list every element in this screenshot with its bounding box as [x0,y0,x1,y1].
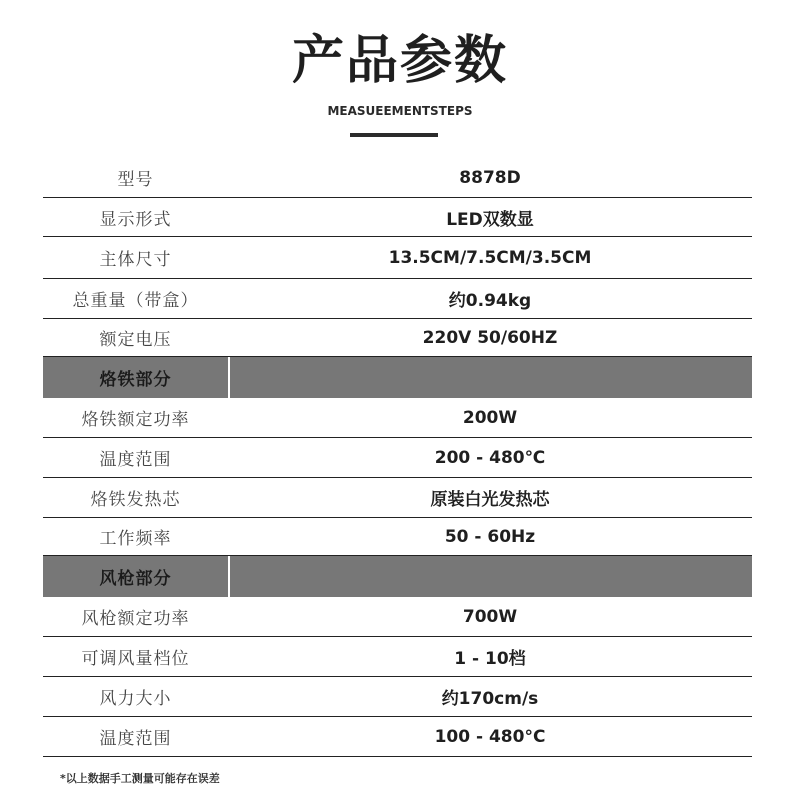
page-subtitle: MEASUEEMENTSTEPS [327,104,473,118]
spec-label: 烙铁发热芯 [90,490,181,510]
spec-value: 200 - 480℃ [434,447,546,468]
spec-value: 原装白光发热芯 [430,490,550,510]
spec-row [43,158,752,198]
spec-label: 可调风量档位 [81,649,190,669]
spec-row [43,398,752,438]
spec-row [43,198,752,237]
spec-value: 约0.94kg [448,291,532,311]
spec-label: 风枪额定功率 [81,609,190,629]
spec-value: 50 - 60Hz [444,526,536,547]
section-header [43,556,752,597]
spec-label: 显示形式 [99,209,172,230]
spec-label: 工作频率 [99,529,172,549]
section-header [43,357,752,398]
spec-row [43,597,752,637]
spec-label: 总重量（带盒） [72,291,199,311]
spec-row [43,438,752,478]
spec-label: 温度范围 [99,729,172,749]
spec-value: LED双数显 [446,209,534,230]
section-fill [230,556,752,597]
spec-row [43,478,752,518]
spec-row [43,319,752,357]
spec-row [43,717,752,757]
spec-row [43,637,752,677]
spec-label: 风力大小 [99,689,172,709]
spec-row [43,237,752,279]
spec-value: 8878D [459,167,521,188]
spec-value: 约170cm/s [441,689,539,709]
page-title: 产品参数 [291,31,508,91]
spec-label: 额定电压 [99,330,172,350]
spec-value: 220V 50/60HZ [422,327,558,348]
spec-row [43,677,752,717]
spec-table [43,158,752,757]
title-underline [350,133,438,137]
spec-value: 200W [462,407,518,428]
spec-label: 烙铁额定功率 [81,410,190,430]
section-label: 风枪部分 [43,556,230,597]
spec-value: 1 - 10档 [454,649,526,669]
section-label: 烙铁部分 [43,357,230,398]
spec-value: 13.5CM/7.5CM/3.5CM [388,247,592,268]
spec-row [43,279,752,319]
spec-label: 型号 [117,170,154,190]
spec-value: 700W [462,606,518,627]
spec-row [43,518,752,556]
spec-label: 主体尺寸 [99,250,172,270]
spec-value: 100 - 480°C [434,726,546,747]
footnote: *以上数据手工测量可能存在误差 [60,772,220,785]
section-fill [230,357,752,398]
spec-label: 温度范围 [99,450,172,470]
